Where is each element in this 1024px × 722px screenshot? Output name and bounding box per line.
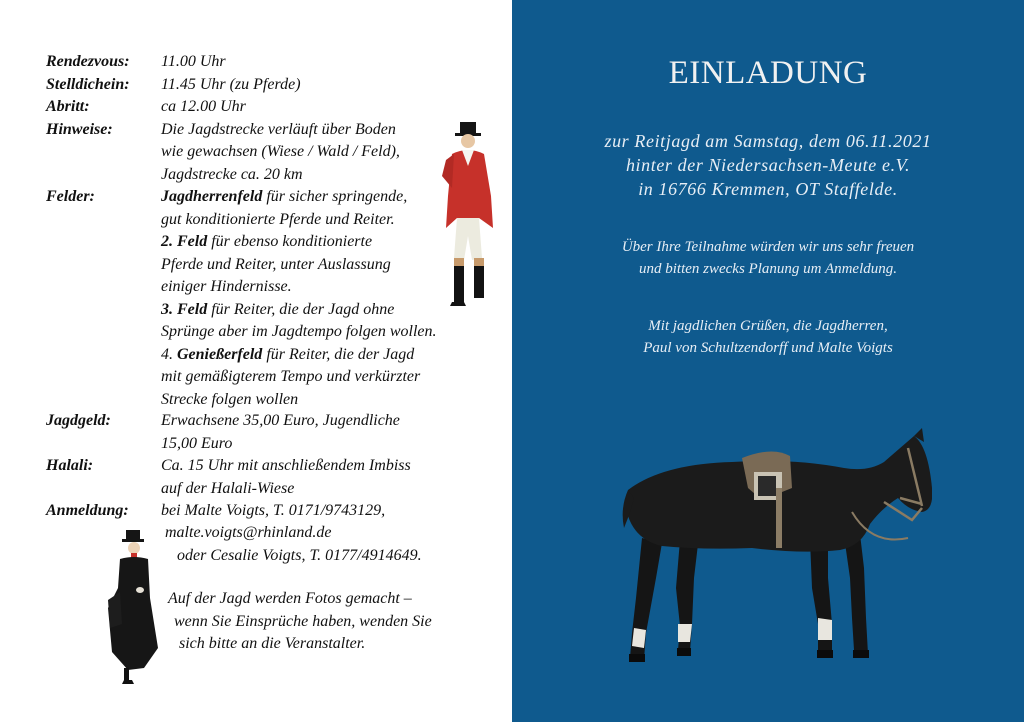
detail-line: 11.00 Uhr: [161, 53, 226, 70]
invitation-line: zur Reitjagd am Samstag, dem 06.11.2021: [604, 131, 932, 151]
detail-value: [161, 410, 491, 455]
feld-line: einiger Hindernisse.: [161, 278, 292, 295]
detail-line: Die Jagdstrecke verläuft über Boden: [161, 120, 396, 138]
detail-line: oder Cesalie Voigts, T. 0177/4914649.: [177, 546, 422, 564]
email-line: malte.voigts@rhinland.de: [165, 524, 332, 541]
detail-label: Jagdgeld:: [46, 412, 111, 429]
invitation-title: EINLADUNG: [668, 55, 868, 91]
feld-name: Jagdherrenfeld: [161, 188, 263, 205]
huntsman-illustration: [438, 118, 500, 310]
feld-line: Sprünge aber im Jagdtempo folgen wollen.: [161, 323, 437, 340]
greeting-line: Mit jagdlichen Grüßen, die Jagdherren,: [648, 318, 888, 334]
detail-value: [161, 74, 491, 97]
detail-label: Anmeldung:: [46, 501, 129, 519]
greeting-line: Paul von Schultzendorff und Malte Voigts: [643, 340, 893, 356]
note-line: wenn Sie Einsprüche haben, wenden Sie: [174, 612, 432, 630]
detail-label: Felder:: [46, 188, 95, 205]
note-line: Auf der Jagd werden Fotos gemacht –: [168, 590, 412, 607]
request-line: Über Ihre Teilnahme würden wir uns sehr freuen: [621, 239, 915, 255]
right-panel: [512, 0, 1024, 722]
feld-name: 3. Feld: [161, 300, 208, 318]
detail-value: [161, 96, 491, 119]
feld-line: Strecke folgen wollen: [161, 390, 299, 408]
detail-value: [161, 455, 491, 500]
detail-line: wie gewachsen (Wiese / Wald / Feld),: [161, 143, 400, 160]
lady-illustration: [104, 528, 162, 688]
feld-text: für Reiter, die der Jagd: [262, 345, 415, 363]
detail-label: Hinweise:: [46, 120, 113, 138]
invitation-line: hinter der Niedersachsen-Meute e.V.: [625, 155, 911, 175]
feld-number: 4.: [161, 345, 177, 363]
note-line: sich bitte an die Veranstalter.: [179, 635, 366, 652]
horse-illustration: [622, 428, 932, 668]
detail-label: Rendezvous:: [46, 53, 130, 70]
detail-line: bei Malte Voigts, T. 0171/9743129,: [161, 501, 386, 519]
feld-text: für sicher springende,: [262, 188, 408, 205]
detail-line: Erwachsene 35,00 Euro, Jugendliche: [161, 412, 400, 429]
photo-note: [168, 588, 432, 656]
feld-line: gut konditionierte Pferde und Reiter.: [161, 210, 395, 228]
detail-value: [161, 51, 491, 74]
detail-line: 11.45 Uhr (zu Pferde): [161, 75, 301, 93]
feld-line: mit gemäßigterem Tempo und verkürzter: [161, 368, 421, 385]
detail-line: ca 12.00 Uhr: [161, 98, 246, 115]
feld-text: für ebenso konditionierte: [207, 233, 373, 250]
invitation-line: in 16766 Kremmen, OT Staffelde.: [638, 179, 898, 199]
request-line: und bitten zwecks Planung um Anmeldung.: [638, 261, 898, 277]
detail-value: [161, 500, 491, 568]
detail-line: Jagdstrecke ca. 20 km: [161, 165, 303, 183]
feld-text: für Reiter, die der Jagd ohne: [207, 300, 395, 318]
feld-line: [161, 344, 491, 367]
request-text: [512, 236, 1024, 280]
detail-line: Ca. 15 Uhr mit anschließendem Imbiss: [161, 457, 411, 474]
invitation-text: [512, 129, 1024, 201]
feld-name: 2. Feld: [161, 233, 208, 250]
detail-label: Halali:: [46, 457, 94, 474]
feld-name: Genießerfeld: [177, 345, 263, 363]
feld-line: Pferde und Reiter, unter Auslassung: [161, 255, 391, 273]
detail-line: auf der Halali-Wiese: [161, 479, 295, 497]
greeting-text: [512, 315, 1024, 359]
detail-label: Stelldichein:: [46, 75, 130, 93]
detail-line: 15,00 Euro: [161, 434, 233, 452]
detail-label: Abritt:: [46, 98, 90, 115]
